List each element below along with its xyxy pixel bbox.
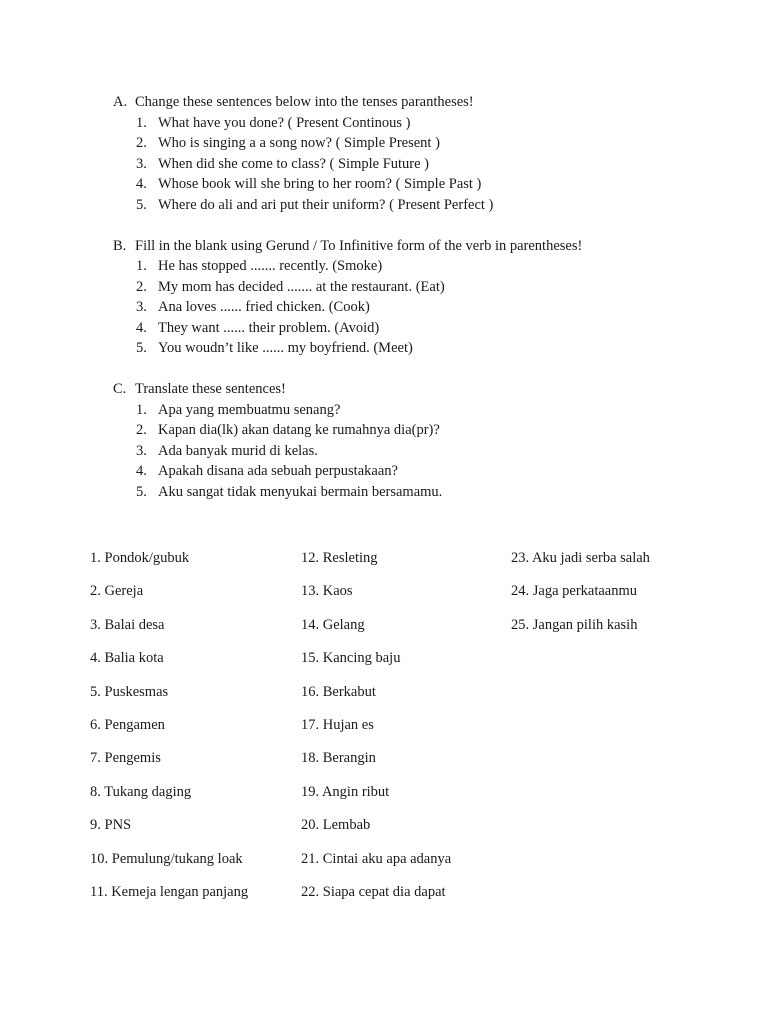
vocab-item: 11. Kemeja lengan panjang: [90, 883, 249, 900]
vocab-item: 10. Pemulung/tukang loak: [90, 850, 243, 867]
section-heading: [113, 92, 733, 113]
vocab-item: 14. Gelang: [301, 616, 365, 633]
question-list: [113, 113, 733, 216]
vocab-column-1: [90, 548, 248, 915]
vocab-item: 4. Balia kota: [90, 650, 164, 667]
section-heading: [113, 236, 733, 257]
section-a: [113, 92, 733, 215]
question-text: Apa yang membuatmu senang?: [158, 401, 341, 418]
vocab-column-3: [511, 548, 650, 648]
section-c: [113, 379, 733, 502]
question-item: [113, 338, 733, 359]
vocab-item: 7. Pengemis: [90, 750, 161, 767]
section-letter: C.: [113, 381, 127, 397]
vocab-item: 6. Pengamen: [90, 716, 165, 733]
exercise-sections: [113, 92, 733, 523]
question-list: [113, 400, 733, 503]
question-number: 4.: [136, 176, 147, 192]
vocab-item: 5. Puskesmas: [90, 683, 169, 700]
question-text: Kapan dia(lk) akan datang ke rumahnya dia(pr)?: [158, 422, 440, 438]
question-item: [113, 318, 733, 339]
vocab-item: 13. Kaos: [301, 583, 353, 600]
question-number: 1.: [136, 114, 147, 131]
question-list: [113, 256, 733, 359]
question-number: 2.: [136, 422, 147, 438]
question-item: [113, 400, 733, 421]
vocab-item: 9. PNS: [90, 817, 132, 834]
question-text: They want ...... their problem. (Avoid): [158, 319, 380, 336]
question-item: [113, 297, 733, 318]
question-number: 1.: [136, 401, 147, 418]
vocab-item: 22. Siapa cepat dia dapat: [301, 883, 446, 900]
vocab-item: 12. Resleting: [301, 550, 378, 566]
section-b: [113, 236, 733, 359]
question-text: My mom has decided ....... at the restaurant. (Eat): [158, 278, 445, 295]
vocab-item: 16. Berkabut: [301, 683, 376, 700]
question-number: 5.: [136, 483, 147, 500]
question-item: [113, 195, 733, 216]
vocab-item: 1. Pondok/gubuk: [90, 550, 190, 566]
vocab-item: 17. Hujan es: [301, 716, 374, 733]
question-item: [113, 461, 733, 482]
question-item: [113, 154, 733, 175]
question-text: When did she come to class? ( Simple Future ): [158, 155, 430, 172]
vocab-item: 25. Jangan pilih kasih: [511, 616, 638, 633]
vocab-column-2: [301, 548, 451, 915]
section-letter: B.: [113, 237, 127, 254]
question-number: 4.: [136, 319, 147, 336]
question-number: 2.: [136, 135, 147, 151]
section-letter: A.: [113, 94, 128, 110]
question-number: 4.: [136, 463, 147, 479]
section-heading: [113, 379, 733, 400]
question-number: 3.: [136, 299, 147, 315]
section-instruction: Fill in the blank using Gerund / To Infinitive form of the verb in parentheses!: [135, 237, 583, 254]
question-text: Who is singing a a song now? ( Simple Present ): [158, 135, 440, 151]
vocab-item: 19. Angin ribut: [301, 783, 390, 800]
vocab-item: 2. Gereja: [90, 583, 144, 600]
question-text: Ada banyak murid di kelas.: [158, 442, 318, 459]
vocab-item: 24. Jaga perkataanmu: [511, 583, 638, 600]
question-text: Ana loves ...... fried chicken. (Cook): [158, 299, 370, 315]
question-text: Whose book will she bring to her room? ( Simple Past ): [158, 176, 482, 192]
section-instruction: Change these sentences below into the tenses parantheses!: [135, 94, 474, 110]
question-number: 5.: [136, 196, 147, 213]
question-text: Where do ali and ari put their uniform? ( Present Perfect ): [158, 196, 494, 213]
vocab-item: 8. Tukang daging: [90, 783, 192, 800]
question-text: What have you done? ( Present Continous ): [158, 114, 411, 131]
vocab-item: 21. Cintai aku apa adanya: [301, 850, 452, 867]
question-text: Aku sangat tidak menyukai bermain bersamamu.: [158, 483, 443, 500]
question-item: [113, 482, 733, 503]
vocab-item: 3. Balai desa: [90, 616, 165, 633]
question-number: 2.: [136, 278, 147, 295]
question-item: [113, 256, 733, 277]
section-instruction: Translate these sentences!: [135, 381, 286, 397]
question-item: [113, 277, 733, 298]
question-text: Apakah disana ada sebuah perpustakaan?: [158, 463, 398, 479]
question-number: 5.: [136, 340, 147, 356]
vocab-item: 15. Kancing baju: [301, 650, 401, 667]
vocab-item: 20. Lembab: [301, 817, 371, 834]
question-number: 3.: [136, 442, 147, 459]
question-text: You woudn’t like ...... my boyfriend. (Meet): [158, 340, 413, 356]
question-text: He has stopped ....... recently. (Smoke): [158, 258, 383, 274]
vocab-item: 18. Berangin: [301, 750, 376, 767]
question-item: [113, 420, 733, 441]
vocab-item: 23. Aku jadi serba salah: [511, 550, 650, 566]
question-item: [113, 113, 733, 134]
question-item: [113, 174, 733, 195]
question-number: 3.: [136, 155, 147, 172]
question-item: [113, 133, 733, 154]
question-number: 1.: [136, 258, 147, 274]
question-item: [113, 441, 733, 462]
